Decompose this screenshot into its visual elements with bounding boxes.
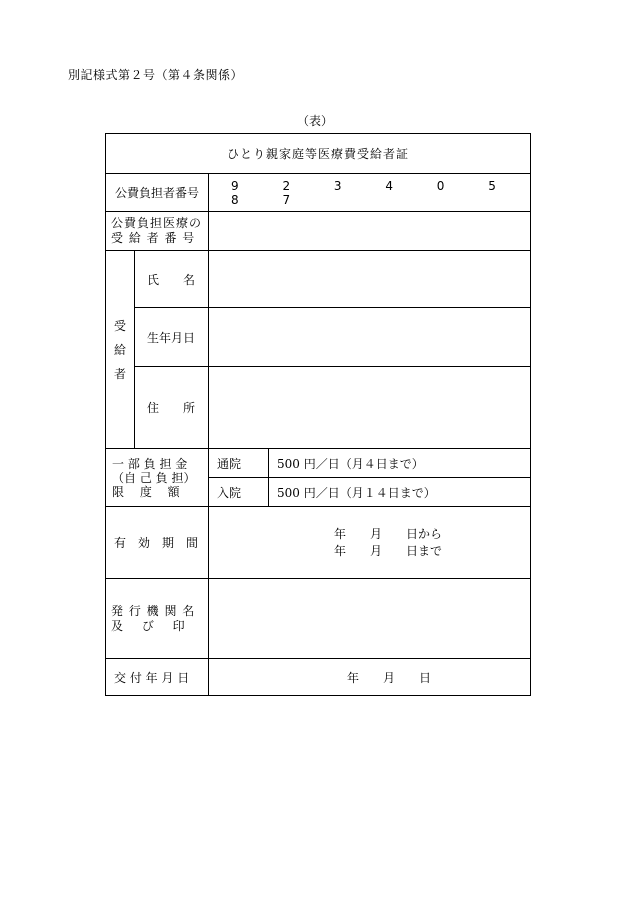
validity-from-day: 日から	[406, 526, 443, 541]
validity-to-month: 月	[370, 543, 383, 558]
issuer-label-line1: 発 行 機 関 名	[111, 603, 196, 618]
copay-label-line1: 一 部 負 担 金	[112, 456, 188, 471]
copay-limit-label	[106, 449, 209, 507]
certificate-title: ひとり親家庭等医療費受給者証	[106, 134, 531, 174]
address-label-a: 住	[147, 401, 160, 415]
issuer-value	[209, 579, 531, 659]
issue-date-year: 年	[347, 670, 360, 685]
copay-label-line2: （自 己 負 担）	[112, 470, 196, 485]
issue-date-value	[209, 659, 531, 696]
outpatient-label: 通院	[209, 449, 269, 478]
recipient-number-label	[106, 212, 209, 251]
burden-number-value: 9 2 3 4 0 5 8 7	[209, 174, 531, 212]
validity-value	[209, 507, 531, 579]
validity-to	[334, 543, 530, 560]
recipient-label-char-3: 者	[113, 366, 126, 381]
validity-from-month: 月	[370, 526, 383, 541]
name-label-b: 名	[183, 272, 196, 287]
validity-from-year: 年	[334, 526, 347, 541]
recipient-label-char-2: 給	[113, 342, 126, 357]
issue-date-label: 交 付 年 月 日	[106, 659, 209, 696]
validity-to-year: 年	[334, 543, 347, 558]
recipient-number-value	[209, 212, 531, 251]
birthdate-value	[209, 308, 531, 367]
outpatient-value: 500 円／日（月４日まで）	[269, 449, 531, 478]
issue-date-day: 日	[419, 670, 432, 685]
inpatient-value: 500 円／日（月１４日まで）	[269, 478, 531, 507]
issuer-label-line2: 及 び 印	[111, 618, 186, 633]
validity-to-day: 日まで	[406, 543, 443, 558]
address-label	[135, 367, 209, 449]
name-label	[135, 251, 209, 308]
recipient-section-label	[106, 251, 135, 449]
name-label-a: 氏	[147, 272, 160, 287]
recipient-label-char-1: 受	[113, 318, 126, 333]
address-label-b: 所	[183, 401, 196, 415]
address-value	[209, 367, 531, 449]
form-reference: 別記様式第２号（第４条関係）	[68, 68, 244, 82]
issuer-label	[106, 579, 209, 659]
inpatient-label: 入院	[209, 478, 269, 507]
name-value	[209, 251, 531, 308]
validity-from	[334, 526, 530, 543]
front-side-label: （表）	[296, 114, 333, 128]
burden-number-label: 公費負担者番号	[106, 174, 209, 212]
recipient-number-label-line2: 受 給 者 番 号	[111, 231, 196, 245]
issue-date-month: 月	[383, 670, 396, 685]
recipient-certificate-table	[105, 133, 531, 696]
recipient-number-label-line1: 公費負担医療の	[111, 216, 203, 230]
validity-label: 有 効 期 間	[106, 507, 209, 579]
copay-label-line3: 限 度 額	[112, 484, 180, 499]
birthdate-label: 生年月日	[135, 308, 209, 367]
